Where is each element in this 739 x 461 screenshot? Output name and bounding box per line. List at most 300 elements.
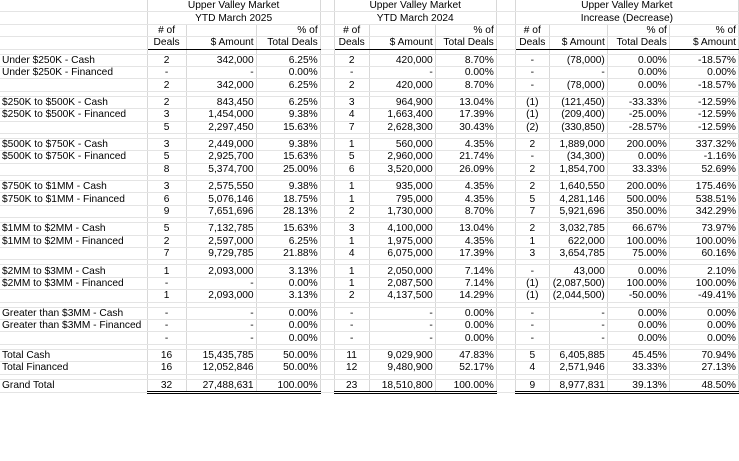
subtotal-cell[interactable]: 3: [515, 248, 549, 260]
value-cell[interactable]: 0.00%: [256, 66, 320, 78]
value-cell[interactable]: 21.74%: [435, 151, 496, 163]
value-cell[interactable]: 12,052,846: [186, 362, 256, 374]
value-cell[interactable]: -: [369, 66, 435, 78]
cell[interactable]: [496, 109, 515, 121]
cell[interactable]: [496, 54, 515, 66]
value-cell[interactable]: -: [515, 151, 549, 163]
value-cell[interactable]: 2,575,550: [186, 181, 256, 193]
cell[interactable]: [320, 248, 334, 260]
value-cell[interactable]: 2.10%: [669, 265, 738, 277]
value-cell[interactable]: -: [515, 307, 549, 319]
value-cell[interactable]: 2,050,000: [369, 265, 435, 277]
value-cell[interactable]: 1: [334, 277, 369, 289]
value-cell[interactable]: 1: [334, 193, 369, 205]
value-cell[interactable]: 32: [147, 379, 186, 392]
value-cell[interactable]: 4.35%: [435, 181, 496, 193]
subtotal-cell[interactable]: 420,000: [369, 79, 435, 91]
row-label[interactable]: $1MM to $2MM - Financed: [0, 235, 147, 247]
value-cell[interactable]: 1,454,000: [186, 109, 256, 121]
cell[interactable]: [0, 290, 147, 302]
cell[interactable]: [496, 121, 515, 133]
value-cell[interactable]: 3: [334, 223, 369, 235]
value-cell[interactable]: 18.75%: [256, 193, 320, 205]
total-label[interactable]: Total Cash: [0, 349, 147, 361]
subtotal-cell[interactable]: (2,044,500): [549, 290, 607, 302]
value-cell[interactable]: 73.97%: [669, 223, 738, 235]
subtotal-cell[interactable]: 0.00%: [256, 332, 320, 344]
subtotal-cell[interactable]: 52.69%: [669, 163, 738, 175]
value-cell[interactable]: 100.00%: [607, 235, 669, 247]
row-label[interactable]: $750K to $1MM - Cash: [0, 181, 147, 193]
cell[interactable]: [320, 307, 334, 319]
subtotal-cell[interactable]: 25.00%: [256, 163, 320, 175]
cell[interactable]: [320, 362, 334, 374]
cell[interactable]: [496, 138, 515, 150]
cell[interactable]: [320, 66, 334, 78]
value-cell[interactable]: 27,488,631: [186, 379, 256, 392]
column-header[interactable]: % of: [607, 24, 669, 36]
value-cell[interactable]: -: [549, 319, 607, 331]
value-cell[interactable]: 2: [515, 138, 549, 150]
subtotal-cell[interactable]: 2,297,450: [186, 121, 256, 133]
subtotal-cell[interactable]: 33.33%: [607, 163, 669, 175]
value-cell[interactable]: 9.38%: [256, 181, 320, 193]
row-label[interactable]: Under $250K - Cash: [0, 54, 147, 66]
value-cell[interactable]: -: [334, 307, 369, 319]
subtotal-cell[interactable]: -: [515, 332, 549, 344]
subtotal-cell[interactable]: 0.00%: [435, 332, 496, 344]
value-cell[interactable]: 342,000: [186, 54, 256, 66]
value-cell[interactable]: 3: [147, 109, 186, 121]
row-label[interactable]: Greater than $3MM - Financed: [0, 319, 147, 331]
value-cell[interactable]: 1,640,550: [549, 181, 607, 193]
value-cell[interactable]: -25.00%: [607, 109, 669, 121]
value-cell[interactable]: 9,480,900: [369, 362, 435, 374]
subtotal-cell[interactable]: 75.00%: [607, 248, 669, 260]
subtotal-cell[interactable]: 342.29%: [669, 205, 738, 217]
subtotal-cell[interactable]: 7: [147, 248, 186, 260]
cell[interactable]: [320, 235, 334, 247]
subtotal-cell[interactable]: 1,854,700: [549, 163, 607, 175]
cell[interactable]: [320, 205, 334, 217]
value-cell[interactable]: 538.51%: [669, 193, 738, 205]
row-label[interactable]: Under $250K - Financed: [0, 66, 147, 78]
column-header[interactable]: [549, 24, 607, 36]
cell[interactable]: [496, 235, 515, 247]
cell[interactable]: [496, 37, 515, 49]
column-header[interactable]: Total Deals: [607, 37, 669, 49]
cell[interactable]: [320, 319, 334, 331]
value-cell[interactable]: 1: [334, 138, 369, 150]
value-cell[interactable]: 1: [334, 235, 369, 247]
cell[interactable]: [496, 0, 515, 12]
value-cell[interactable]: 0.00%: [256, 319, 320, 331]
value-cell[interactable]: -: [147, 277, 186, 289]
cell[interactable]: [496, 223, 515, 235]
subtotal-cell[interactable]: 2: [334, 79, 369, 91]
value-cell[interactable]: 8,977,831: [549, 379, 607, 392]
subtotal-cell[interactable]: 0.00%: [669, 332, 738, 344]
value-cell[interactable]: 1,975,000: [369, 235, 435, 247]
value-cell[interactable]: -: [147, 307, 186, 319]
value-cell[interactable]: 52.17%: [435, 362, 496, 374]
group-title[interactable]: Increase (Decrease): [515, 12, 738, 24]
value-cell[interactable]: 50.00%: [256, 349, 320, 361]
value-cell[interactable]: -1.16%: [669, 151, 738, 163]
subtotal-cell[interactable]: 30.43%: [435, 121, 496, 133]
value-cell[interactable]: 420,000: [369, 54, 435, 66]
row-label[interactable]: $500K to $750K - Financed: [0, 151, 147, 163]
row-label[interactable]: $750K to $1MM - Financed: [0, 193, 147, 205]
subtotal-cell[interactable]: 6,075,000: [369, 248, 435, 260]
value-cell[interactable]: 5: [147, 223, 186, 235]
subtotal-cell[interactable]: -: [334, 332, 369, 344]
value-cell[interactable]: 0.00%: [435, 307, 496, 319]
value-cell[interactable]: -: [369, 307, 435, 319]
value-cell[interactable]: 23: [334, 379, 369, 392]
subtotal-cell[interactable]: 60.16%: [669, 248, 738, 260]
value-cell[interactable]: 964,900: [369, 96, 435, 108]
value-cell[interactable]: 1: [147, 265, 186, 277]
cell[interactable]: [496, 205, 515, 217]
value-cell[interactable]: 0.00%: [607, 151, 669, 163]
value-cell[interactable]: 8.70%: [435, 54, 496, 66]
grand-total-label[interactable]: Grand Total: [0, 379, 147, 392]
value-cell[interactable]: -: [334, 319, 369, 331]
value-cell[interactable]: 5: [334, 151, 369, 163]
value-cell[interactable]: 11: [334, 349, 369, 361]
value-cell[interactable]: 7.14%: [435, 265, 496, 277]
value-cell[interactable]: 100.00%: [669, 235, 738, 247]
subtotal-cell[interactable]: -12.59%: [669, 121, 738, 133]
cell[interactable]: [0, 121, 147, 133]
value-cell[interactable]: 2,571,946: [549, 362, 607, 374]
subtotal-cell[interactable]: 7,651,696: [186, 205, 256, 217]
value-cell[interactable]: -: [186, 319, 256, 331]
group-title[interactable]: Upper Valley Market: [147, 0, 320, 12]
cell[interactable]: [320, 223, 334, 235]
value-cell[interactable]: 100.00%: [607, 277, 669, 289]
value-cell[interactable]: -: [186, 66, 256, 78]
value-cell[interactable]: 43,000: [549, 265, 607, 277]
cell[interactable]: [320, 79, 334, 91]
cell[interactable]: [496, 307, 515, 319]
subtotal-cell[interactable]: 3,520,000: [369, 163, 435, 175]
value-cell[interactable]: 5: [515, 193, 549, 205]
cell[interactable]: [320, 109, 334, 121]
value-cell[interactable]: 2,093,000: [186, 265, 256, 277]
cell[interactable]: [320, 96, 334, 108]
subtotal-cell[interactable]: 2: [147, 79, 186, 91]
value-cell[interactable]: 560,000: [369, 138, 435, 150]
cell[interactable]: [0, 37, 147, 49]
subtotal-cell[interactable]: 3.13%: [256, 290, 320, 302]
value-cell[interactable]: -: [147, 66, 186, 78]
cell[interactable]: [496, 265, 515, 277]
value-cell[interactable]: -: [549, 307, 607, 319]
cell[interactable]: [320, 265, 334, 277]
value-cell[interactable]: 4,281,146: [549, 193, 607, 205]
subtotal-cell[interactable]: 8: [147, 163, 186, 175]
subtotal-cell[interactable]: 21.88%: [256, 248, 320, 260]
subtotal-cell[interactable]: 4: [334, 248, 369, 260]
subtotal-cell[interactable]: 14.29%: [435, 290, 496, 302]
value-cell[interactable]: 1,889,000: [549, 138, 607, 150]
value-cell[interactable]: 843,450: [186, 96, 256, 108]
subtotal-cell[interactable]: -: [549, 332, 607, 344]
value-cell[interactable]: 0.00%: [669, 319, 738, 331]
cell[interactable]: [320, 193, 334, 205]
value-cell[interactable]: (209,400): [549, 109, 607, 121]
cell[interactable]: [0, 163, 147, 175]
value-cell[interactable]: -: [147, 319, 186, 331]
subtotal-cell[interactable]: 342,000: [186, 79, 256, 91]
column-header[interactable]: # of: [147, 24, 186, 36]
value-cell[interactable]: -: [515, 54, 549, 66]
cell[interactable]: [320, 121, 334, 133]
value-cell[interactable]: 7.14%: [435, 277, 496, 289]
group-title[interactable]: YTD March 2025: [147, 12, 320, 24]
value-cell[interactable]: 2,925,700: [186, 151, 256, 163]
value-cell[interactable]: -: [186, 277, 256, 289]
value-cell[interactable]: 0.00%: [669, 66, 738, 78]
value-cell[interactable]: 15.63%: [256, 223, 320, 235]
value-cell[interactable]: 2,087,500: [369, 277, 435, 289]
subtotal-cell[interactable]: 26.09%: [435, 163, 496, 175]
value-cell[interactable]: 4: [515, 362, 549, 374]
row-label[interactable]: $2MM to $3MM - Cash: [0, 265, 147, 277]
cell[interactable]: [320, 349, 334, 361]
value-cell[interactable]: (121,450): [549, 96, 607, 108]
value-cell[interactable]: 5: [147, 151, 186, 163]
subtotal-cell[interactable]: 28.13%: [256, 205, 320, 217]
cell[interactable]: [320, 379, 334, 392]
cell[interactable]: [496, 66, 515, 78]
value-cell[interactable]: 15.63%: [256, 151, 320, 163]
value-cell[interactable]: 9: [515, 379, 549, 392]
cell[interactable]: [496, 319, 515, 331]
value-cell[interactable]: 66.67%: [607, 223, 669, 235]
row-label[interactable]: $2MM to $3MM - Financed: [0, 277, 147, 289]
subtotal-cell[interactable]: 0.00%: [607, 79, 669, 91]
value-cell[interactable]: 2: [334, 54, 369, 66]
cell[interactable]: [320, 277, 334, 289]
column-header[interactable]: Total Deals: [256, 37, 320, 49]
value-cell[interactable]: -: [186, 307, 256, 319]
column-header[interactable]: $ Amount: [369, 37, 435, 49]
cell[interactable]: [0, 248, 147, 260]
group-title[interactable]: YTD March 2024: [334, 12, 496, 24]
value-cell[interactable]: (34,300): [549, 151, 607, 163]
value-cell[interactable]: 200.00%: [607, 181, 669, 193]
value-cell[interactable]: (2,087,500): [549, 277, 607, 289]
subtotal-cell[interactable]: 6: [334, 163, 369, 175]
subtotal-cell[interactable]: (1): [515, 290, 549, 302]
cell[interactable]: [0, 205, 147, 217]
subtotal-cell[interactable]: 5,374,700: [186, 163, 256, 175]
value-cell[interactable]: 9,029,900: [369, 349, 435, 361]
cell[interactable]: [0, 12, 147, 24]
cell[interactable]: [496, 193, 515, 205]
value-cell[interactable]: 2,960,000: [369, 151, 435, 163]
cell[interactable]: [496, 181, 515, 193]
subtotal-cell[interactable]: 15.63%: [256, 121, 320, 133]
column-header[interactable]: % of: [256, 24, 320, 36]
value-cell[interactable]: 45.45%: [607, 349, 669, 361]
subtotal-cell[interactable]: -28.57%: [607, 121, 669, 133]
value-cell[interactable]: (78,000): [549, 54, 607, 66]
value-cell[interactable]: 3: [147, 138, 186, 150]
column-header[interactable]: $ Amount: [669, 37, 738, 49]
value-cell[interactable]: -: [369, 319, 435, 331]
group-title[interactable]: Upper Valley Market: [334, 0, 496, 12]
cell[interactable]: [320, 163, 334, 175]
value-cell[interactable]: 2: [147, 96, 186, 108]
value-cell[interactable]: (1): [515, 109, 549, 121]
value-cell[interactable]: 200.00%: [607, 138, 669, 150]
value-cell[interactable]: 15,435,785: [186, 349, 256, 361]
value-cell[interactable]: 4.35%: [435, 138, 496, 150]
column-header[interactable]: $ Amount: [549, 37, 607, 49]
subtotal-cell[interactable]: 2: [515, 163, 549, 175]
subtotal-cell[interactable]: -: [147, 332, 186, 344]
value-cell[interactable]: 2: [147, 235, 186, 247]
subtotal-cell[interactable]: (330,850): [549, 121, 607, 133]
cell[interactable]: [496, 349, 515, 361]
value-cell[interactable]: 500.00%: [607, 193, 669, 205]
value-cell[interactable]: -18.57%: [669, 54, 738, 66]
subtotal-cell[interactable]: -: [515, 79, 549, 91]
column-header[interactable]: % of: [435, 24, 496, 36]
value-cell[interactable]: 2: [515, 181, 549, 193]
cell[interactable]: [320, 332, 334, 344]
value-cell[interactable]: 4.35%: [435, 235, 496, 247]
subtotal-cell[interactable]: (78,000): [549, 79, 607, 91]
subtotal-cell[interactable]: -18.57%: [669, 79, 738, 91]
column-header[interactable]: [186, 24, 256, 36]
cell[interactable]: [0, 24, 147, 36]
value-cell[interactable]: -: [515, 66, 549, 78]
value-cell[interactable]: 3: [147, 181, 186, 193]
value-cell[interactable]: 47.83%: [435, 349, 496, 361]
value-cell[interactable]: -33.33%: [607, 96, 669, 108]
cell[interactable]: [320, 138, 334, 150]
subtotal-cell[interactable]: -: [369, 332, 435, 344]
value-cell[interactable]: 100.00%: [256, 379, 320, 392]
row-label[interactable]: $250K to $500K - Financed: [0, 109, 147, 121]
row-label[interactable]: $500K to $750K - Cash: [0, 138, 147, 150]
value-cell[interactable]: 50.00%: [256, 362, 320, 374]
cell[interactable]: [320, 151, 334, 163]
subtotal-cell[interactable]: 1,730,000: [369, 205, 435, 217]
value-cell[interactable]: 0.00%: [435, 66, 496, 78]
cell[interactable]: [320, 54, 334, 66]
row-label[interactable]: $1MM to $2MM - Cash: [0, 223, 147, 235]
subtotal-cell[interactable]: 0.00%: [607, 332, 669, 344]
cell[interactable]: [496, 12, 515, 24]
cell[interactable]: [320, 290, 334, 302]
cell[interactable]: [496, 248, 515, 260]
value-cell[interactable]: 6: [147, 193, 186, 205]
subtotal-cell[interactable]: -: [186, 332, 256, 344]
value-cell[interactable]: 33.33%: [607, 362, 669, 374]
cell[interactable]: [496, 332, 515, 344]
value-cell[interactable]: 3.13%: [256, 265, 320, 277]
column-header[interactable]: # of: [334, 24, 369, 36]
value-cell[interactable]: 27.13%: [669, 362, 738, 374]
value-cell[interactable]: -: [334, 66, 369, 78]
value-cell[interactable]: 3: [334, 96, 369, 108]
cell[interactable]: [496, 163, 515, 175]
value-cell[interactable]: 6.25%: [256, 96, 320, 108]
value-cell[interactable]: 39.13%: [607, 379, 669, 392]
value-cell[interactable]: 12: [334, 362, 369, 374]
row-label[interactable]: Greater than $3MM - Cash: [0, 307, 147, 319]
value-cell[interactable]: 48.50%: [669, 379, 738, 392]
cell[interactable]: [496, 96, 515, 108]
subtotal-cell[interactable]: (2): [515, 121, 549, 133]
value-cell[interactable]: 17.39%: [435, 109, 496, 121]
subtotal-cell[interactable]: 2,093,000: [186, 290, 256, 302]
value-cell[interactable]: 1: [334, 265, 369, 277]
column-header[interactable]: % of: [669, 24, 738, 36]
value-cell[interactable]: 622,000: [549, 235, 607, 247]
column-header[interactable]: $ Amount: [186, 37, 256, 49]
subtotal-cell[interactable]: 8.70%: [435, 205, 496, 217]
column-header[interactable]: Total Deals: [435, 37, 496, 49]
value-cell[interactable]: 0.00%: [256, 307, 320, 319]
value-cell[interactable]: 175.46%: [669, 181, 738, 193]
cell[interactable]: [496, 24, 515, 36]
value-cell[interactable]: 2: [147, 54, 186, 66]
subtotal-cell[interactable]: 17.39%: [435, 248, 496, 260]
value-cell[interactable]: 0.00%: [435, 319, 496, 331]
subtotal-cell[interactable]: -49.41%: [669, 290, 738, 302]
cell[interactable]: [496, 362, 515, 374]
value-cell[interactable]: 2,597,000: [186, 235, 256, 247]
column-header[interactable]: [369, 24, 435, 36]
value-cell[interactable]: -: [515, 319, 549, 331]
subtotal-cell[interactable]: 9: [147, 205, 186, 217]
cell[interactable]: [320, 12, 334, 24]
subtotal-cell[interactable]: 9,729,785: [186, 248, 256, 260]
cell[interactable]: [0, 79, 147, 91]
value-cell[interactable]: 18,510,800: [369, 379, 435, 392]
cell[interactable]: [0, 0, 147, 12]
row-label[interactable]: $250K to $500K - Cash: [0, 96, 147, 108]
subtotal-cell[interactable]: 2: [334, 290, 369, 302]
cell[interactable]: [496, 277, 515, 289]
cell[interactable]: [0, 332, 147, 344]
value-cell[interactable]: 2: [515, 223, 549, 235]
cell[interactable]: [320, 37, 334, 49]
value-cell[interactable]: 1: [334, 181, 369, 193]
value-cell[interactable]: 0.00%: [607, 66, 669, 78]
value-cell[interactable]: -12.59%: [669, 109, 738, 121]
value-cell[interactable]: (1): [515, 96, 549, 108]
value-cell[interactable]: -: [515, 265, 549, 277]
value-cell[interactable]: 1,663,400: [369, 109, 435, 121]
subtotal-cell[interactable]: -50.00%: [607, 290, 669, 302]
subtotal-cell[interactable]: 4,137,500: [369, 290, 435, 302]
column-header[interactable]: Deals: [147, 37, 186, 49]
value-cell[interactable]: 16: [147, 362, 186, 374]
value-cell[interactable]: 9.38%: [256, 109, 320, 121]
column-header[interactable]: # of: [515, 24, 549, 36]
value-cell[interactable]: 0.00%: [607, 307, 669, 319]
value-cell[interactable]: 6.25%: [256, 54, 320, 66]
value-cell[interactable]: 13.04%: [435, 96, 496, 108]
